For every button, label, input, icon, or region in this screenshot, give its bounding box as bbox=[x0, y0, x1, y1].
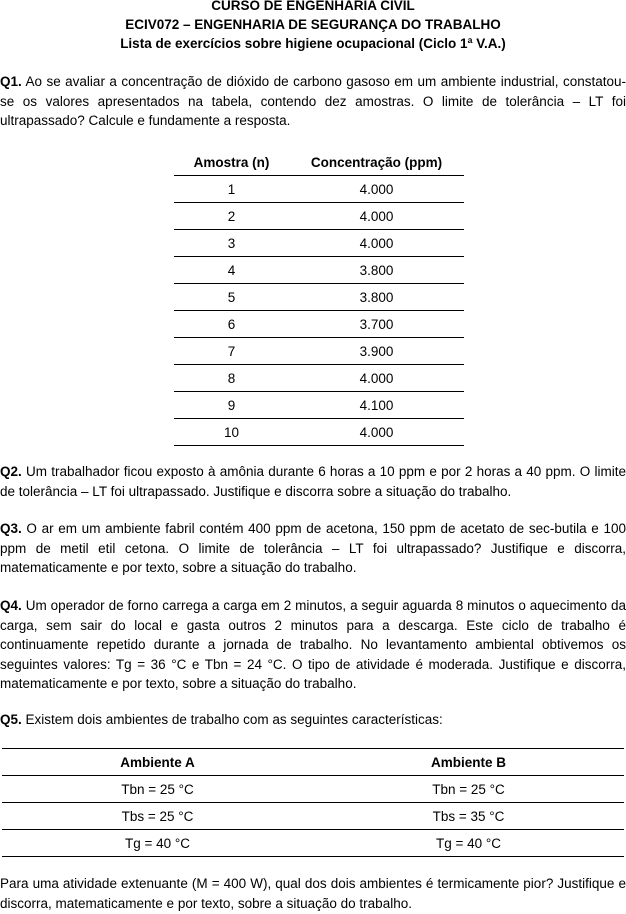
table-row bbox=[174, 392, 464, 419]
question-2 bbox=[0, 462, 626, 501]
question-2-label: Q2. bbox=[0, 464, 22, 479]
table-row bbox=[174, 365, 464, 392]
concentration-cell: 3.800 bbox=[289, 284, 464, 311]
concentration-cell: 4.000 bbox=[289, 365, 464, 392]
samples-table bbox=[174, 149, 464, 446]
concentration-cell: 4.000 bbox=[289, 203, 464, 230]
sample-cell: 5 bbox=[174, 284, 289, 311]
course-title: CURSO DE ENGENHARIA CIVIL bbox=[211, 0, 415, 13]
sample-cell: 10 bbox=[174, 419, 289, 446]
environment-b-cell: Tg = 40 °C bbox=[313, 830, 624, 857]
list-title: Lista de exercícios sobre higiene ocupacional (Ciclo 1ª V.A.) bbox=[120, 36, 506, 51]
question-2-text: Um trabalhador ficou exposto à amônia durante 6 horas a 10 ppm e por 2 horas a 40 ppm. O limite de tolerância – LT foi ultrapassado. Justifique e discorra sobre a situação do trabalho. bbox=[0, 464, 626, 499]
question-4 bbox=[0, 596, 626, 694]
question-3-label: Q3. bbox=[0, 521, 22, 536]
concentration-cell: 4.000 bbox=[289, 176, 464, 203]
question-4-text: Um operador de forno carrega a carga em 2 minutos, a seguir aguarda 8 minutos o aquecimento da carga, sem sair do local e gasta outros 2 minutos para a descarga. Este ciclo de trabalho é continuamente repetido durante a jornada de trabalho. No levantamento ambiental obtivemos os seguintes valores: Tg = 36 °C e Tbn = 24 °C. O tipo de atividade é moderada. Justifique e discorra, matematicamente e por texto, sobre a situação do trabalho. bbox=[0, 598, 626, 691]
concentration-cell: 3.900 bbox=[289, 338, 464, 365]
table-row bbox=[174, 338, 464, 365]
table-row bbox=[174, 203, 464, 230]
table-row bbox=[2, 803, 624, 830]
environment-a-cell: Tbs = 25 °C bbox=[2, 803, 313, 830]
environment-a-cell: Tbn = 25 °C bbox=[2, 776, 313, 803]
subject-title: ECIV072 – ENGENHARIA DE SEGURANÇA DO TRABALHO bbox=[125, 17, 501, 32]
concentration-cell: 3.800 bbox=[289, 257, 464, 284]
column-header-concentration: Concentração (ppm) bbox=[289, 149, 464, 176]
concentration-cell: 4.000 bbox=[289, 419, 464, 446]
question-1 bbox=[0, 72, 626, 131]
environments-table bbox=[2, 748, 624, 857]
column-header-environment-a: Ambiente A bbox=[2, 749, 313, 776]
question-5-followup: Para uma atividade extenuante (M = 400 W), qual dos dois ambientes é termicamente pior? Justifique e discorra, matematicamente e por texto, sobre a situação do trabalho. bbox=[0, 876, 626, 911]
sample-cell: 4 bbox=[174, 257, 289, 284]
column-header-sample: Amostra (n) bbox=[174, 149, 289, 176]
table-row bbox=[174, 257, 464, 284]
table-row bbox=[174, 311, 464, 338]
sample-cell: 7 bbox=[174, 338, 289, 365]
question-5-label: Q5. bbox=[0, 712, 22, 727]
sample-cell: 6 bbox=[174, 311, 289, 338]
concentration-cell: 3.700 bbox=[289, 311, 464, 338]
table-row bbox=[2, 776, 624, 803]
sample-cell: 1 bbox=[174, 176, 289, 203]
environments-table-header bbox=[2, 749, 624, 776]
table-row bbox=[174, 284, 464, 311]
concentration-cell: 4.100 bbox=[289, 392, 464, 419]
document-header bbox=[0, 0, 626, 53]
question-3 bbox=[0, 519, 626, 578]
question-3-text: O ar em um ambiente fabril contém 400 ppm de acetona, 150 ppm de acetato de sec-butila e 100 ppm de metil etil cetona. O limite de tolerância – LT foi ultrapassado? Justifique e discorra, matematicamente e por texto, sobre a situação do trabalho. bbox=[0, 521, 626, 575]
samples-table-header bbox=[174, 149, 464, 176]
question-1-text: Ao se avaliar a concentração de dióxido de carbono gasoso em um ambiente industrial, constatou-se os valores apresentados na tabela, contendo dez amostras. O limite de tolerância – LT foi ultrapassado? Calcule e fundamente a resposta. bbox=[0, 74, 626, 128]
column-header-environment-b: Ambiente B bbox=[313, 749, 624, 776]
table-row bbox=[174, 230, 464, 257]
table-row bbox=[174, 176, 464, 203]
table-row bbox=[2, 830, 624, 857]
question-4-label: Q4. bbox=[0, 598, 22, 613]
sample-cell: 3 bbox=[174, 230, 289, 257]
sample-cell: 2 bbox=[174, 203, 289, 230]
question-5 bbox=[0, 710, 626, 730]
table-row bbox=[174, 419, 464, 446]
environment-b-cell: Tbs = 35 °C bbox=[313, 803, 624, 830]
sample-cell: 8 bbox=[174, 365, 289, 392]
environment-a-cell: Tg = 40 °C bbox=[2, 830, 313, 857]
concentration-cell: 4.000 bbox=[289, 230, 464, 257]
environment-b-cell: Tbn = 25 °C bbox=[313, 776, 624, 803]
question-1-label: Q1. bbox=[0, 74, 22, 89]
question-5-text: Existem dois ambientes de trabalho com as seguintes características: bbox=[21, 712, 443, 727]
sample-cell: 9 bbox=[174, 392, 289, 419]
